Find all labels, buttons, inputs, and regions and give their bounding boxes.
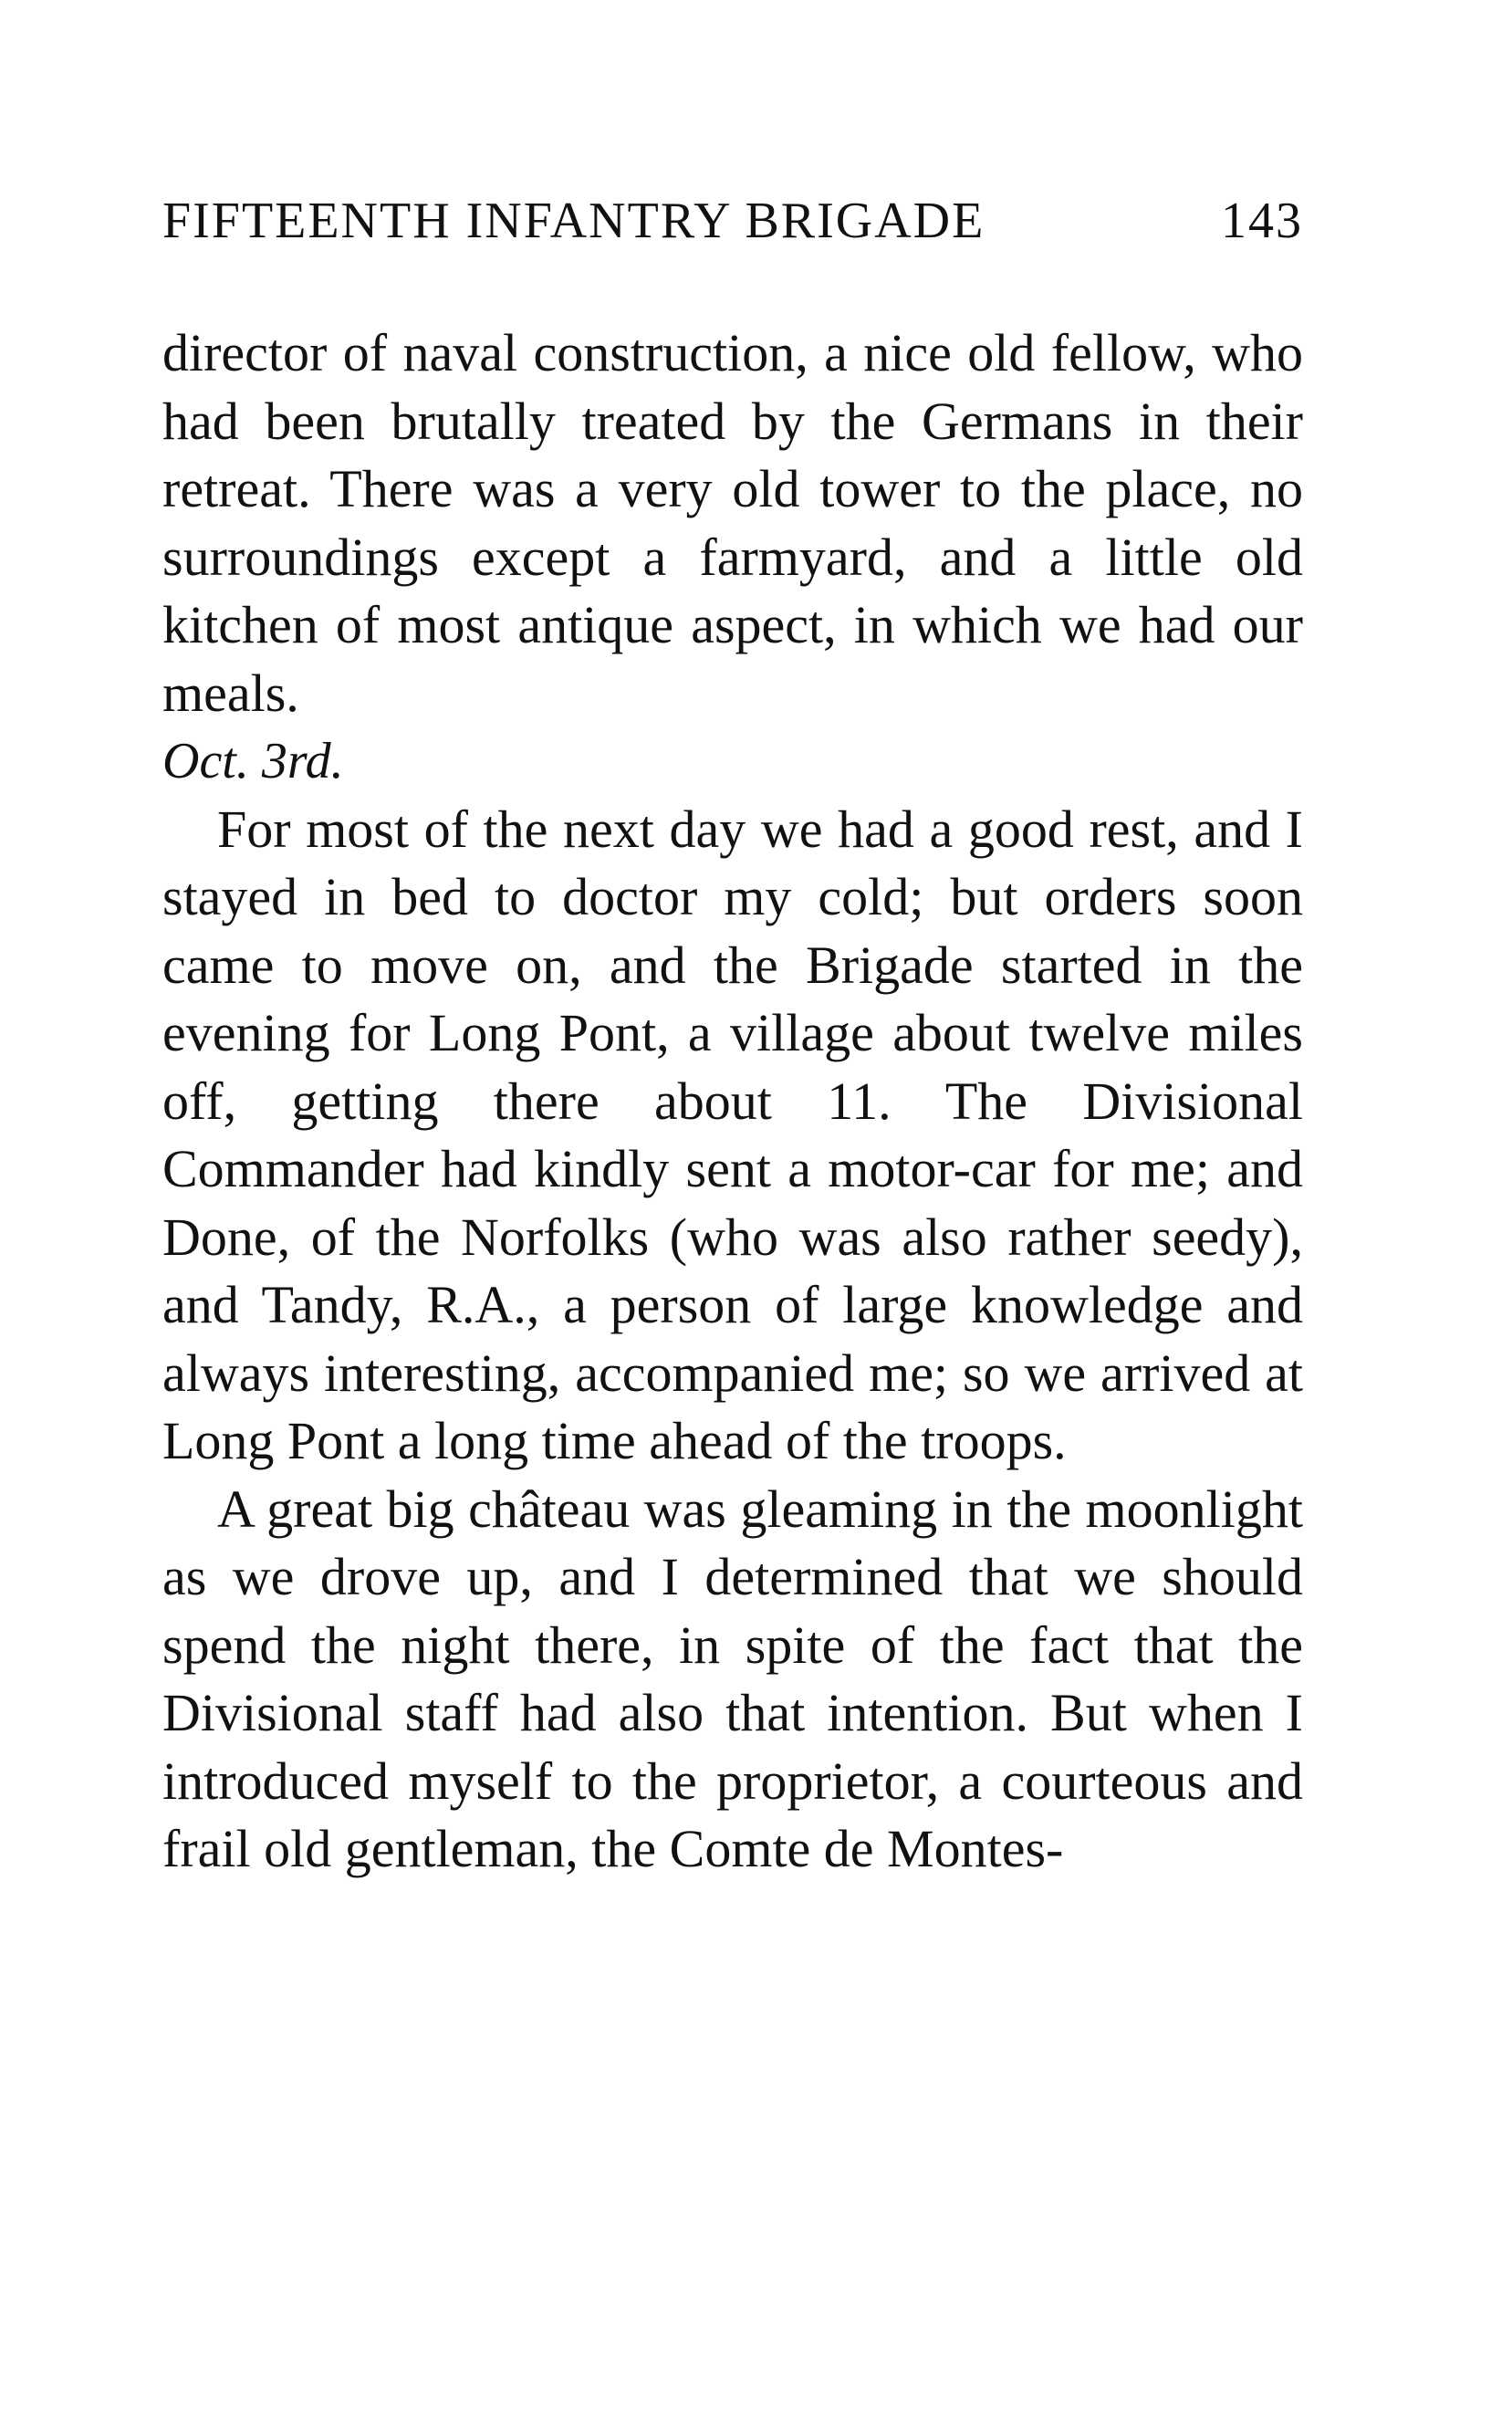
book-page (162, 192, 1303, 1884)
running-title: FIFTEENTH INFANTRY BRIGADE (162, 193, 985, 249)
date-heading: Oct. 3rd. (162, 733, 344, 789)
paragraph-continued: director of naval construction, a nice old fellow, who had been brutally treated by the Germans in their retreat. There was a very old tower to the place, no surroundings except a farmyard, and a little old kitchen of most antique aspect, in which we had our meals. (162, 323, 1303, 723)
page-number: 143 (1221, 193, 1303, 249)
paragraph: A great big château was gleaming in the moonlight as we drove up, and I determined that we should spend the night there, in spite of the fact that the Divisional staff had also that intention. But when I introduced myself to the proprietor, a courteous and frail old gentleman, the Comte de Montes- (162, 1479, 1303, 1878)
paragraph: For most of the next day we had a good rest, and I stayed in bed to doctor my cold; but orders soon came to move on, and the Brigade started in the evening for Long Pont, a village about twelve miles off, getting there about 11. The Divisional Commander had kindly sent a motor-car for me; and Done, of the Norfolks (who was also rather seedy), and Tandy, R.A., a person of large knowledge and always interesting, accompanied me; so we arrived at Long Pont a long time ahead of the troops. (162, 799, 1303, 1470)
running-head (162, 192, 1303, 265)
body-text (162, 319, 1303, 1884)
